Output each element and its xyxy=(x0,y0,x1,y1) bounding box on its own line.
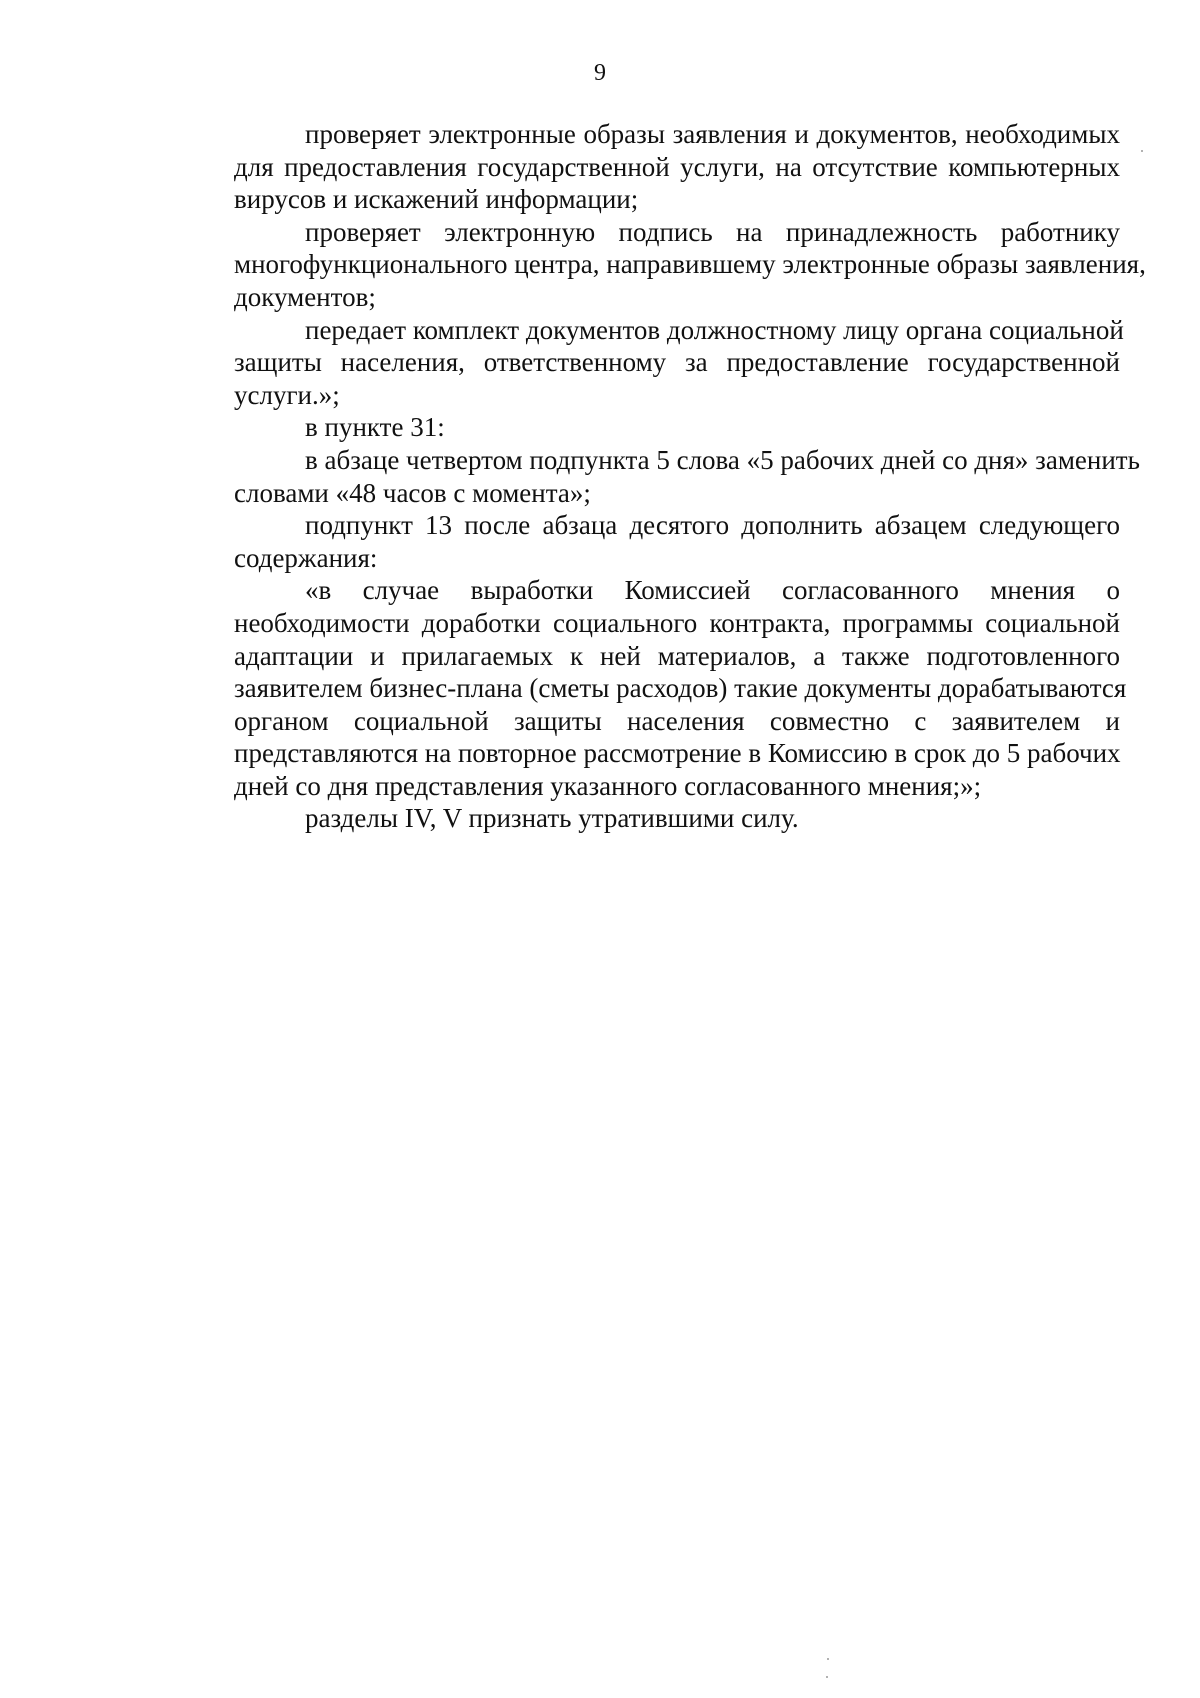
text-line: необходимости доработки социального контракта, программы социальной xyxy=(234,607,1120,638)
text-line: содержания: xyxy=(234,542,378,573)
text-line: в пункте 31: xyxy=(305,412,445,443)
text-line: для предоставления государственной услуги, на отсутствие компьютерных xyxy=(234,151,1120,182)
text-line: представляются на повторное рассмотрение в Комиссию в срок до 5 рабочих xyxy=(234,738,1121,769)
text-line: многофункционального центра, направившему электронные образы заявления, xyxy=(234,249,1146,280)
text-line: «в случае выработки Комиссией согласованного мнения о xyxy=(305,575,1120,606)
paragraph-transfer-documents xyxy=(163,314,1124,412)
paragraph-subpoint-13 xyxy=(163,509,1120,574)
text-line: в абзаце четвертом подпункта 5 слова «5 рабочих дней со дня» заменить xyxy=(305,444,1140,475)
text-line: документов; xyxy=(234,281,376,312)
text-line: дней со дня представления указанного согласованного мнения;»; xyxy=(234,770,982,801)
text-line: словами «48 часов с момента»; xyxy=(234,477,591,508)
text-line: проверяет электронную подпись на принадлежность работнику xyxy=(305,216,1120,247)
text-line: адаптации и прилагаемых к ней материалов, а также подготовленного xyxy=(234,640,1120,671)
text-line: подпункт 13 после абзаца десятого дополнить абзацем следующего xyxy=(305,510,1120,541)
text-line: защиты населения, ответственному за предоставление государственной xyxy=(234,347,1120,378)
text-line: передает комплект документов должностному лицу органа социальной xyxy=(305,314,1124,345)
scan-speck xyxy=(1141,150,1143,152)
text-line: вирусов и искажений информации; xyxy=(234,184,639,215)
text-line: проверяет электронные образы заявления и документов, необходимых xyxy=(305,119,1120,149)
document-body xyxy=(163,118,1146,835)
paragraph-check-electronic-images xyxy=(163,118,1120,216)
text-line: органом социальной защиты населения совместно с заявителем и xyxy=(234,705,1120,736)
paragraph-point-31 xyxy=(163,411,1120,444)
paragraph-check-signature xyxy=(163,216,1146,314)
text-line: услуги.»; xyxy=(234,379,340,410)
paragraph-subpoint-5 xyxy=(163,444,1140,509)
text-line: заявителем бизнес-плана (сметы расходов) такие документы дорабатываются xyxy=(234,673,1127,704)
scan-speck xyxy=(826,1676,828,1678)
paragraph-sections-void xyxy=(163,802,1120,835)
scan-speck xyxy=(827,1658,829,1660)
text-line: разделы IV, V признать утратившими силу. xyxy=(305,803,799,834)
paragraph-commission-opinion xyxy=(163,574,1127,802)
page-number: 9 xyxy=(594,60,606,86)
